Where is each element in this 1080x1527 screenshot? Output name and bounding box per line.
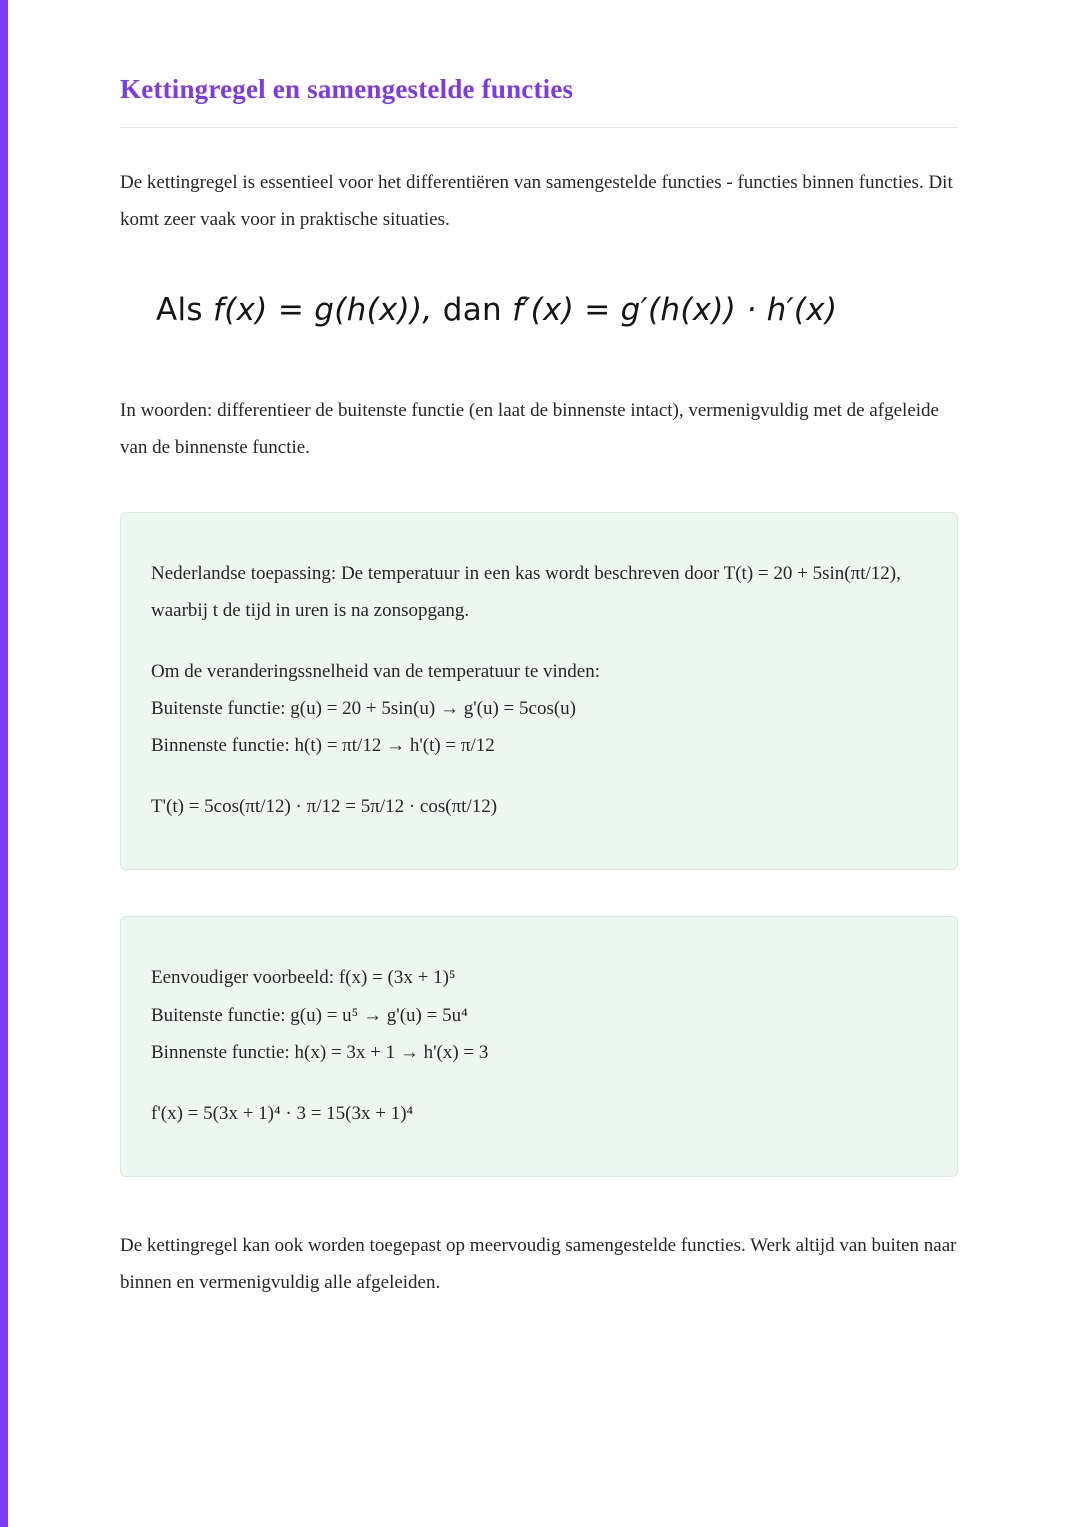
example-box-paragraph: Om de veranderingssnelheid van de temperatuur te vinden: Buitenste functie: g(u) = 20 + 5sin(u) → g'(u) = 5cos(u) Binnenste functie: h(t) = πt/12 → h'(t) = π/12 xyxy=(151,661,600,757)
formula-word-segment: Als xyxy=(156,292,214,329)
title-divider xyxy=(120,127,958,128)
example-box-paragraph: Nederlandse toepassing: De temperatuur in een kas wordt beschreven door T(t) = 20 + 5sin(πt/12), waarbij t de tijd in uren is na zonsopgang. xyxy=(151,563,901,622)
example-box-greenhouse xyxy=(120,512,958,870)
formula-word-segment: dan xyxy=(432,292,513,329)
formula-math-segment: f(x) = g(h(x)), xyxy=(213,292,433,329)
outro-paragraph: De kettingregel kan ook worden toegepast op meervoudig samengestelde functies. Werk altijd van buiten naar binnen en vermenigvuldig alle afgeleiden. xyxy=(120,1234,957,1293)
chain-rule-formula xyxy=(156,292,958,328)
example-box-paragraph: f'(x) = 5(3x + 1)⁴ · 3 = 15(3x + 1)⁴ xyxy=(151,1102,414,1124)
example-box-paragraph: Eenvoudiger voorbeeld: f(x) = (3x + 1)⁵ Buitenste functie: g(u) = u⁵ → g'(u) = 5u⁴ Binnenste functie: h(x) = 3x + 1 → h'(x) = 3 xyxy=(151,967,489,1063)
page-accent-stripe xyxy=(0,0,8,1527)
explanation-paragraph: In woorden: differentieer de buitenste functie (en laat de binnenste intact), vermenigvuldig met de afgeleide van de binnenste functie. xyxy=(120,400,939,459)
formula-math-segment: f′(x) = g′(h(x)) · h′(x) xyxy=(512,292,838,329)
example-box-paragraph: T'(t) = 5cos(πt/12) · π/12 = 5π/12 · cos(πt/12) xyxy=(151,796,498,818)
intro-paragraph: De kettingregel is essentieel voor het differentiëren van samengestelde functies - functies binnen functies. Dit komt zeer vaak voor in praktische situaties. xyxy=(120,172,953,231)
example-box-simple xyxy=(120,916,958,1176)
page-title: Kettingregel en samengestelde functies xyxy=(120,74,574,104)
